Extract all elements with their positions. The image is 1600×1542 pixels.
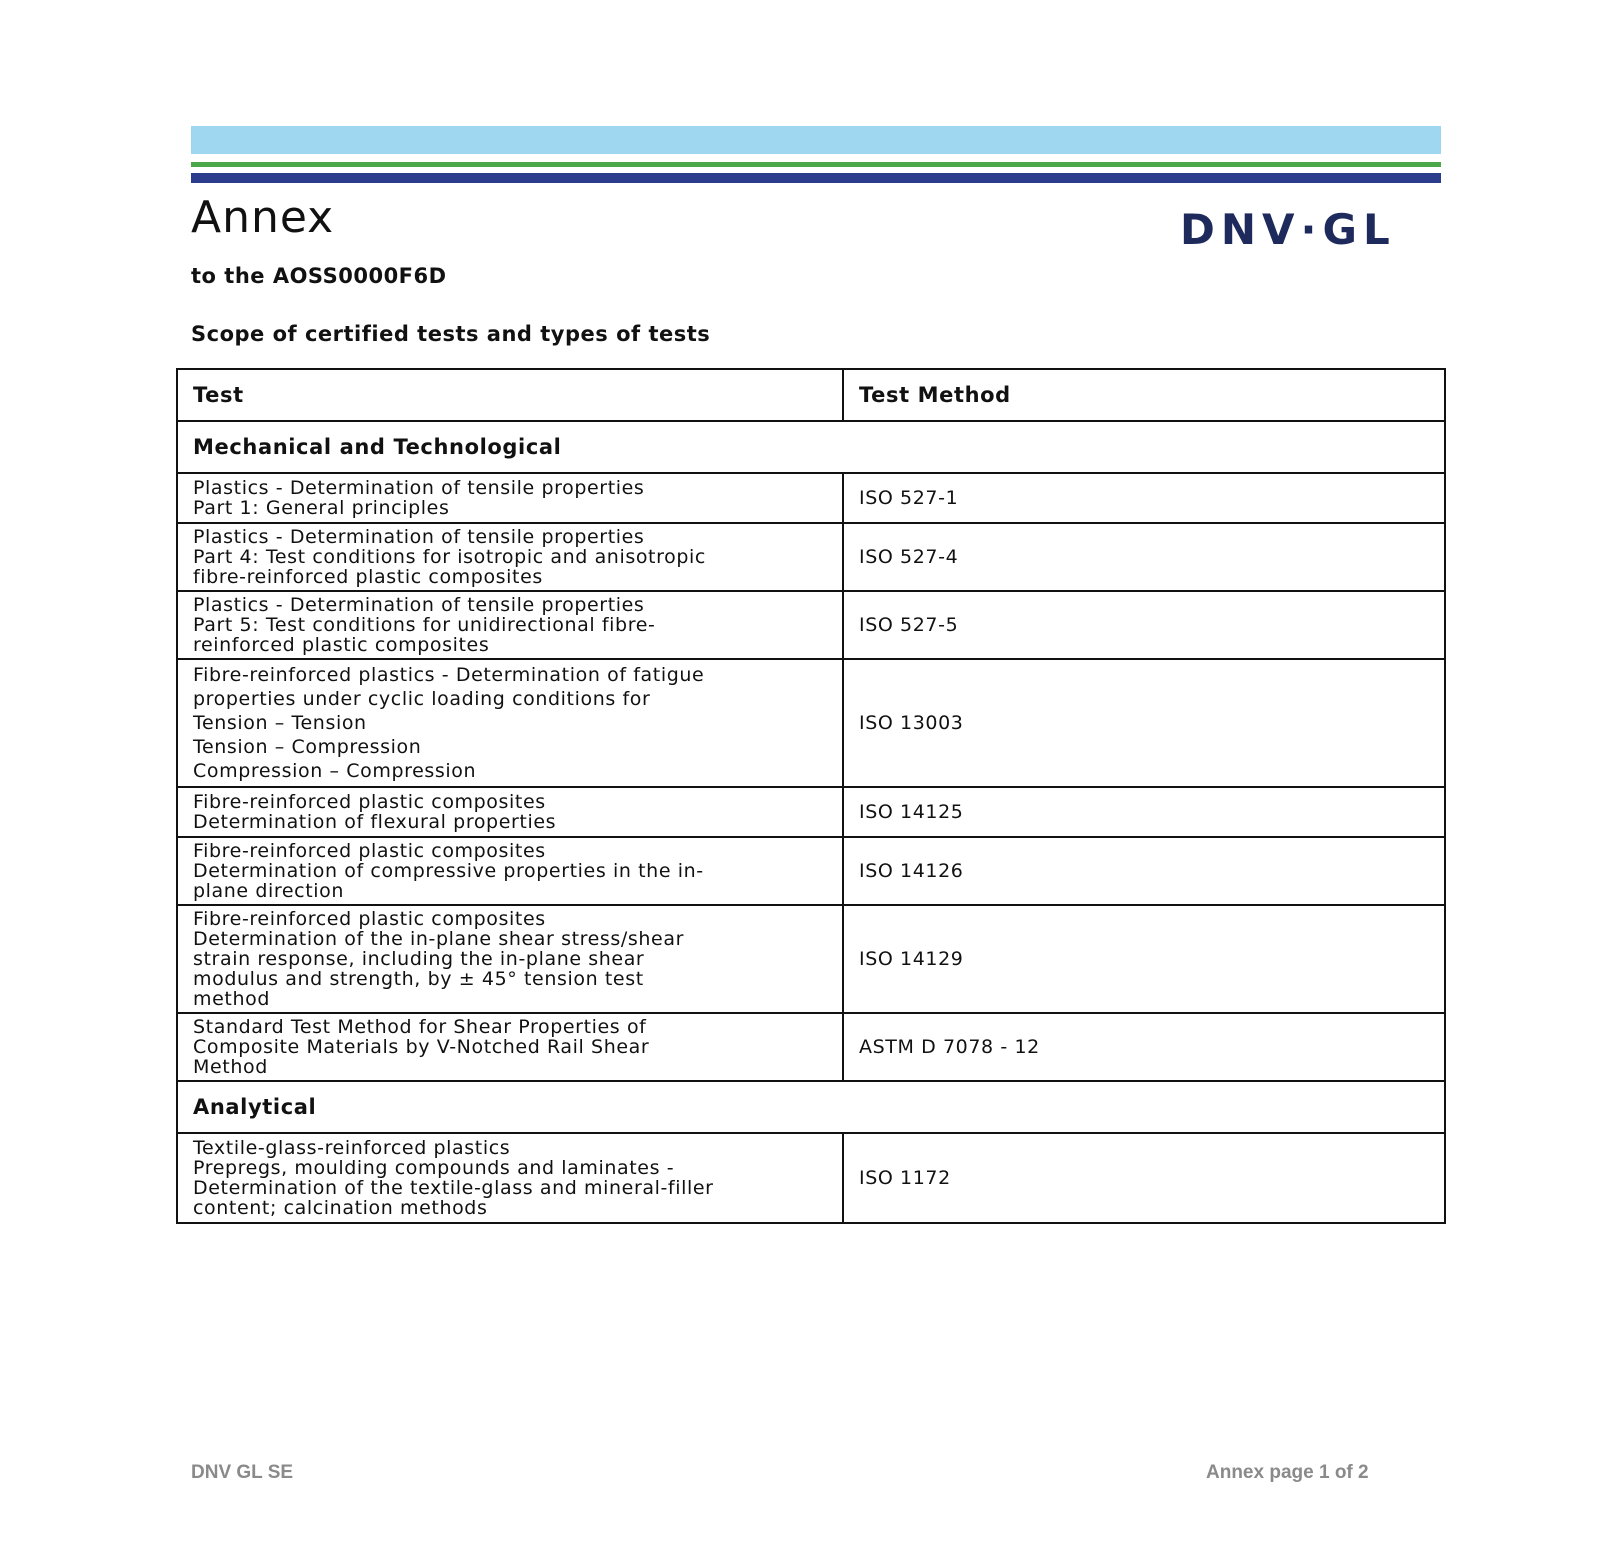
scope-heading: Scope of certified tests and types of tests [191, 322, 711, 346]
footer-page-number: Annex page 1 of 2 [1206, 1462, 1369, 1483]
test-method-cell: ISO 527-4 [843, 523, 1445, 591]
test-method-cell: ISO 527-1 [843, 473, 1445, 523]
page-title: Annex [191, 192, 335, 243]
header-band-navy [191, 173, 1441, 183]
test-cell: Fibre-reinforced plastic composites Determination of the in-plane shear stress/shear strain response, including the in-plane shear modulus and strength, by ± 45° tension test method [177, 905, 843, 1013]
table-row [177, 523, 1445, 591]
section-row [177, 1081, 1445, 1133]
test-cell: Textile-glass-reinforced plastics Prepregs, moulding compounds and laminates - Determination of the textile-glass and mineral-filler content; calcination methods [177, 1133, 843, 1223]
table-row [177, 905, 1445, 1013]
table-row [177, 1013, 1445, 1081]
scope-table [176, 368, 1446, 1224]
test-method-cell: ISO 13003 [843, 659, 1445, 787]
test-cell: Fibre-reinforced plastic composites Determination of flexural properties [177, 787, 843, 837]
header-band-green [191, 162, 1441, 167]
header-band-sky [191, 126, 1441, 154]
test-method-cell: ASTM D 7078 - 12 [843, 1013, 1445, 1081]
table-row [177, 837, 1445, 905]
table-row [177, 591, 1445, 659]
test-method-cell: ISO 1172 [843, 1133, 1445, 1223]
document-subtitle: to the AOSS0000F6D [191, 264, 447, 288]
table-row [177, 787, 1445, 837]
section-title: Analytical [177, 1081, 1445, 1133]
section-row [177, 421, 1445, 473]
test-cell: Plastics - Determination of tensile properties Part 5: Test conditions for unidirectional fibre- reinforced plastic composites [177, 591, 843, 659]
svg-text:DNV·GL: DNV·GL [1180, 205, 1396, 252]
table-row [177, 473, 1445, 523]
test-method-cell: ISO 14126 [843, 837, 1445, 905]
table-row [177, 1133, 1445, 1223]
test-cell: Plastics - Determination of tensile properties Part 4: Test conditions for isotropic and anisotropic fibre-reinforced plastic composites [177, 523, 843, 591]
test-method-cell: ISO 14125 [843, 787, 1445, 837]
column-header-test: Test [177, 369, 843, 421]
section-title: Mechanical and Technological [177, 421, 1445, 473]
footer-company: DNV GL SE [191, 1462, 294, 1483]
column-header-test-method: Test Method [843, 369, 1445, 421]
test-cell: Fibre-reinforced plastics - Determination of fatigue properties under cyclic loading conditions for Tension – Tension Tension – Compression Compression – Compression [177, 659, 843, 787]
table-header-row [177, 369, 1445, 421]
test-method-cell: ISO 527-5 [843, 591, 1445, 659]
table-row [177, 659, 1445, 787]
test-cell: Plastics - Determination of tensile properties Part 1: General principles [177, 473, 843, 523]
dnv-gl-logo [1180, 204, 1443, 252]
test-cell: Standard Test Method for Shear Properties of Composite Materials by V-Notched Rail Shear Method [177, 1013, 843, 1081]
test-cell: Fibre-reinforced plastic composites Determination of compressive properties in the in- plane direction [177, 837, 843, 905]
test-method-cell: ISO 14129 [843, 905, 1445, 1013]
